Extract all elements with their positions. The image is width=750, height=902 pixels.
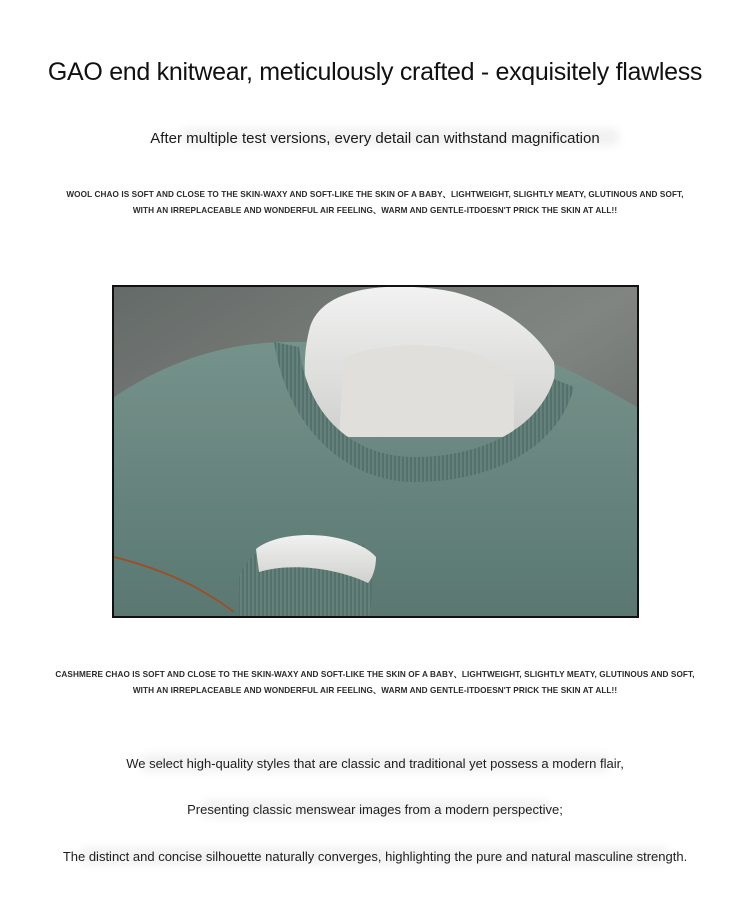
wool-description-line-2: WITH AN IRREPLACEABLE AND WONDERFUL AIR FEELING、WARM AND GENTLE-ITDOESN'T PRICK THE SKIN AT ALL!!: [132, 206, 618, 215]
cashmere-description-line-2: WITH AN IRREPLACEABLE AND WONDERFUL AIR FEELING、WARM AND GENTLE-ITDOESN'T PRICK THE SKIN AT ALL!!: [132, 686, 618, 695]
closing-line-2: Presenting classic menswear images from a modern perspective;: [187, 802, 563, 817]
wool-description-line-1: WOOL CHAO IS SOFT AND CLOSE TO THE SKIN-WAXY AND SOFT-LIKE THE SKIN OF A BABY、LIGHTWEIGHT, SLIGHTLY MEATY, GLUTINOUS AND SOFT,: [66, 190, 684, 199]
page-title: GAO end knitwear, meticulously crafted - exquisitely flawless: [47, 58, 703, 86]
closing-line-3: The distinct and concise silhouette naturally converges, highlighting the pure and natural masculine strength.: [62, 849, 688, 864]
wool-description: [30, 187, 720, 219]
closing-line-1: We select high-quality styles that are classic and traditional yet possess a modern flair,: [126, 756, 624, 771]
subtitle: After multiple test versions, every detail can withstand magnification: [150, 130, 600, 147]
cashmere-description: [30, 667, 720, 699]
product-photo: [112, 285, 639, 618]
sweater-image: [114, 287, 637, 616]
cashmere-description-line-1: CASHMERE CHAO IS SOFT AND CLOSE TO THE SKIN-WAXY AND SOFT-LIKE THE SKIN OF A BABY、LIGHTWEIGHT, SLIGHTLY MEATY, GLUTINOUS AND SOFT,: [55, 670, 695, 679]
